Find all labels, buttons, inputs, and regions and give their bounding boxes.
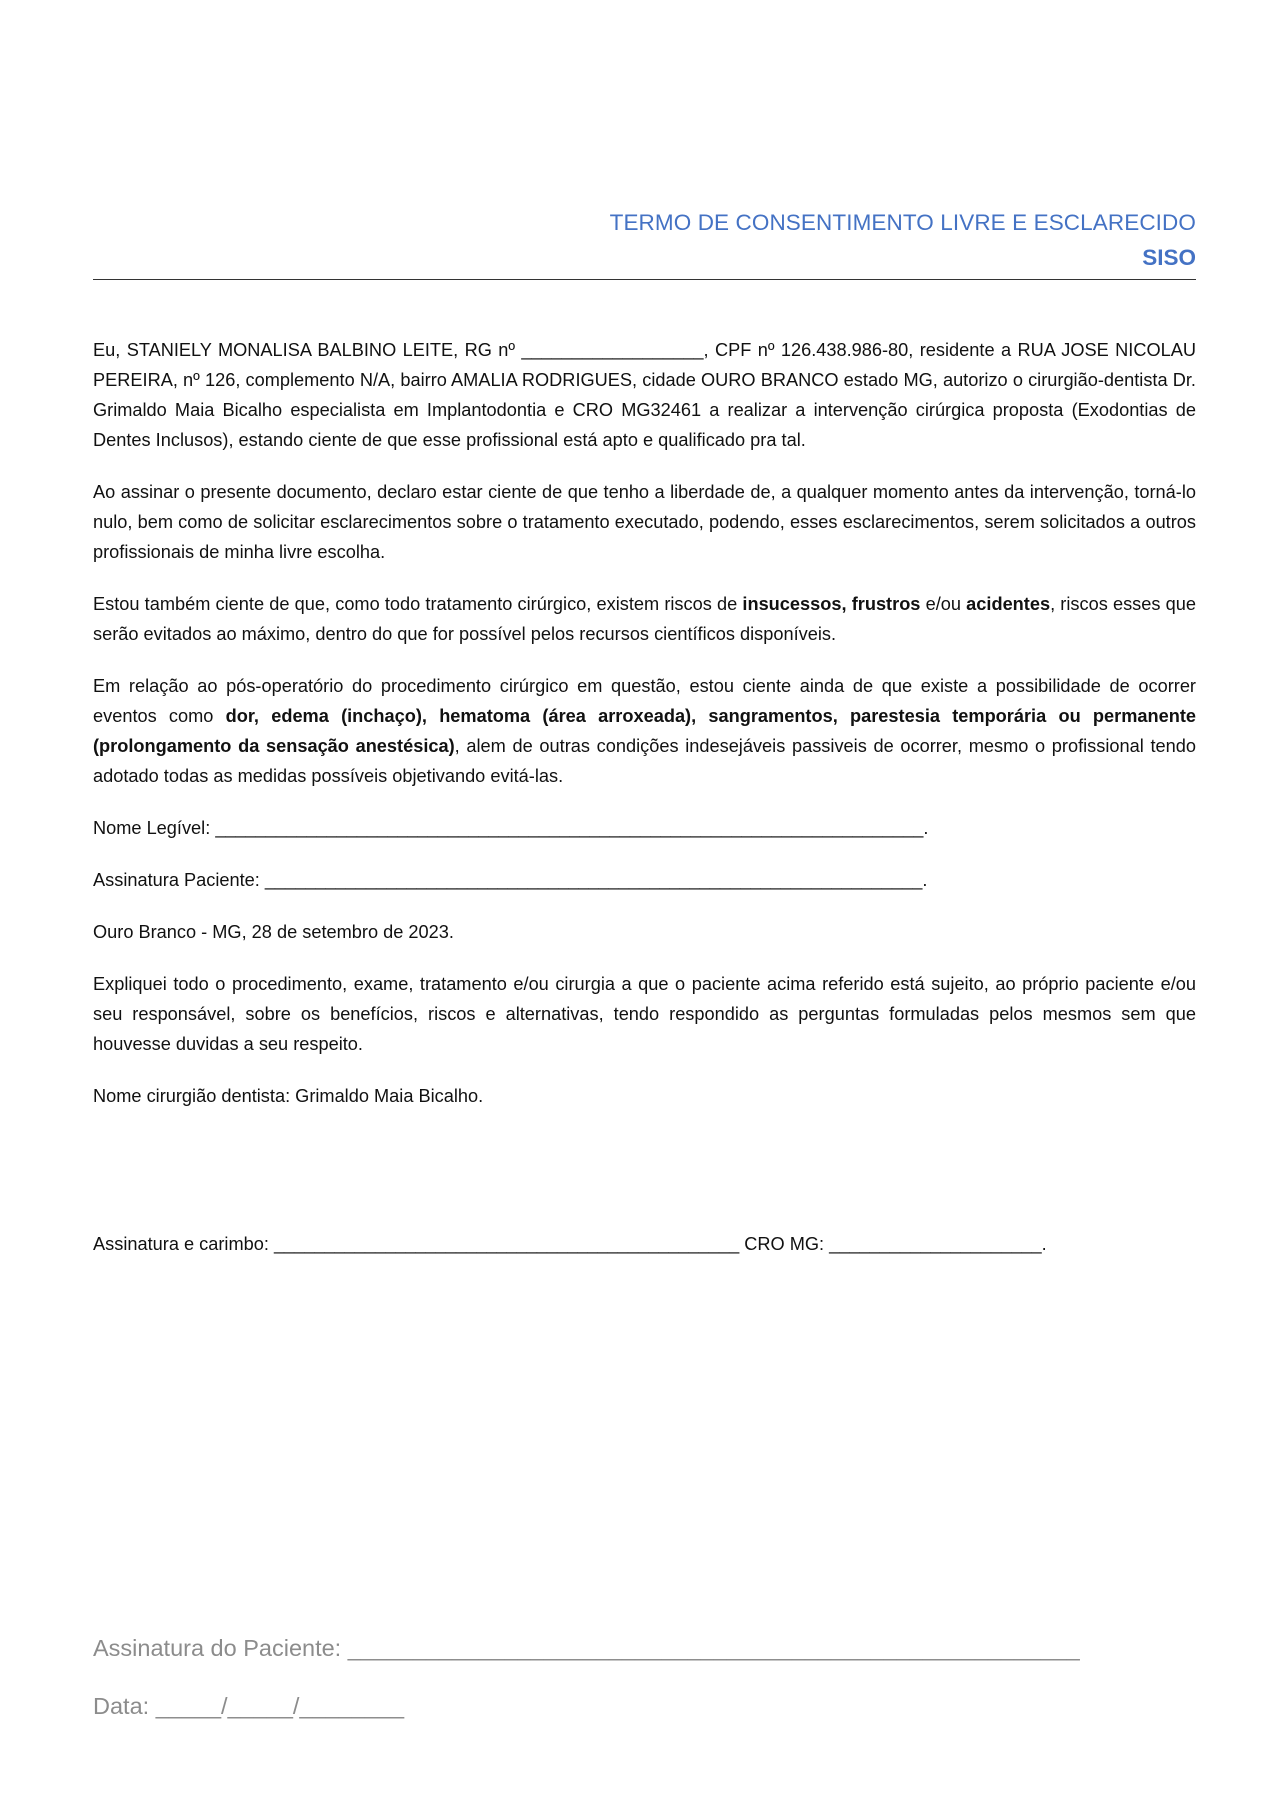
dentist-name: Nome cirurgião dentista: Grimaldo Maia Bicalho. [93,1086,484,1106]
document-body [93,335,1196,1281]
footer-patient-signature-field[interactable]: Assinatura do Paciente: ________________________________________________________ [93,1635,1080,1661]
consent-paragraph-identification: Eu, STANIELY MONALISA BALBINO LEITE, RG nº __________________, CPF nº 126.438.986-80, residente a RUA JOSE NICOLAU PEREIRA, nº 126, complemento N/A, bairro AMALIA RODRIGUES, cidade OURO BRANCO estado MG, autorizo o cirurgião-dentista Dr. Grimaldo Maia Bicalho especialista em Implantodontia e CRO MG32461 a realizar a intervenção cirúrgica proposta (Exodontias de Dentes Inclusos), estando ciente de que esse profissional está apto e qualificado pra tal. [93,340,1196,450]
consent-paragraph-postoperative: Em relação ao pós-operatório do procedimento cirúrgico em questão, estou ciente ainda de que existe a possibilidade de ocorrer eventos como dor, edema (inchaço), hematoma (área arroxeada), sangramentos, parestesia temporária ou permanente (prolongamento da sensação anestésica), alem de outras condições indesejáveis passiveis de ocorrer, mesmo o profissional tendo adotado todas as medidas possíveis objetivando evitá-las. [93,676,1196,786]
document-footer [93,1630,1196,1746]
dentist-declaration: Expliquei todo o procedimento, exame, tratamento e/ou cirurgia a que o paciente acima referido está sujeito, ao próprio paciente e/ou seu responsável, sobre os benefícios, riscos e alternativas, tendo respondido as perguntas formuladas pelos mesmos sem que houvesse duvidas a seu respeito. [93,974,1196,1054]
place-date: Ouro Branco - MG, 28 de setembro de 2023. [93,922,454,942]
document-title: TERMO DE CONSENTIMENTO LIVRE E ESCLARECIDO [609,210,1196,235]
legible-name-field[interactable]: Nome Legível: ______________________________________________________________________. [93,818,929,838]
consent-paragraph-rights: Ao assinar o presente documento, declaro estar ciente de que tenho a liberdade de, a qualquer momento antes da intervenção, torná-lo nulo, bem como de solicitar esclarecimentos sobre o tratamento executado, podendo, esses esclarecimentos, serem solicitados a outros profissionais de minha livre escolha. [93,482,1196,562]
patient-signature-field[interactable]: Assinatura Paciente: _________________________________________________________________. [93,870,928,890]
signature-stamp-field[interactable]: Assinatura e carimbo: ______________________________________________ CRO MG: _____________________. [93,1234,1047,1254]
document-header [93,205,1196,280]
footer-date-field[interactable]: Data: _____/_____/________ [93,1693,405,1719]
consent-paragraph-risks: Estou também ciente de que, como todo tratamento cirúrgico, existem riscos de insucessos, frustros e/ou acidentes, riscos esses que serão evitados ao máximo, dentro do que for possível pelos recursos científicos disponíveis. [93,594,1196,644]
document-subtitle: SISO [1142,245,1196,270]
